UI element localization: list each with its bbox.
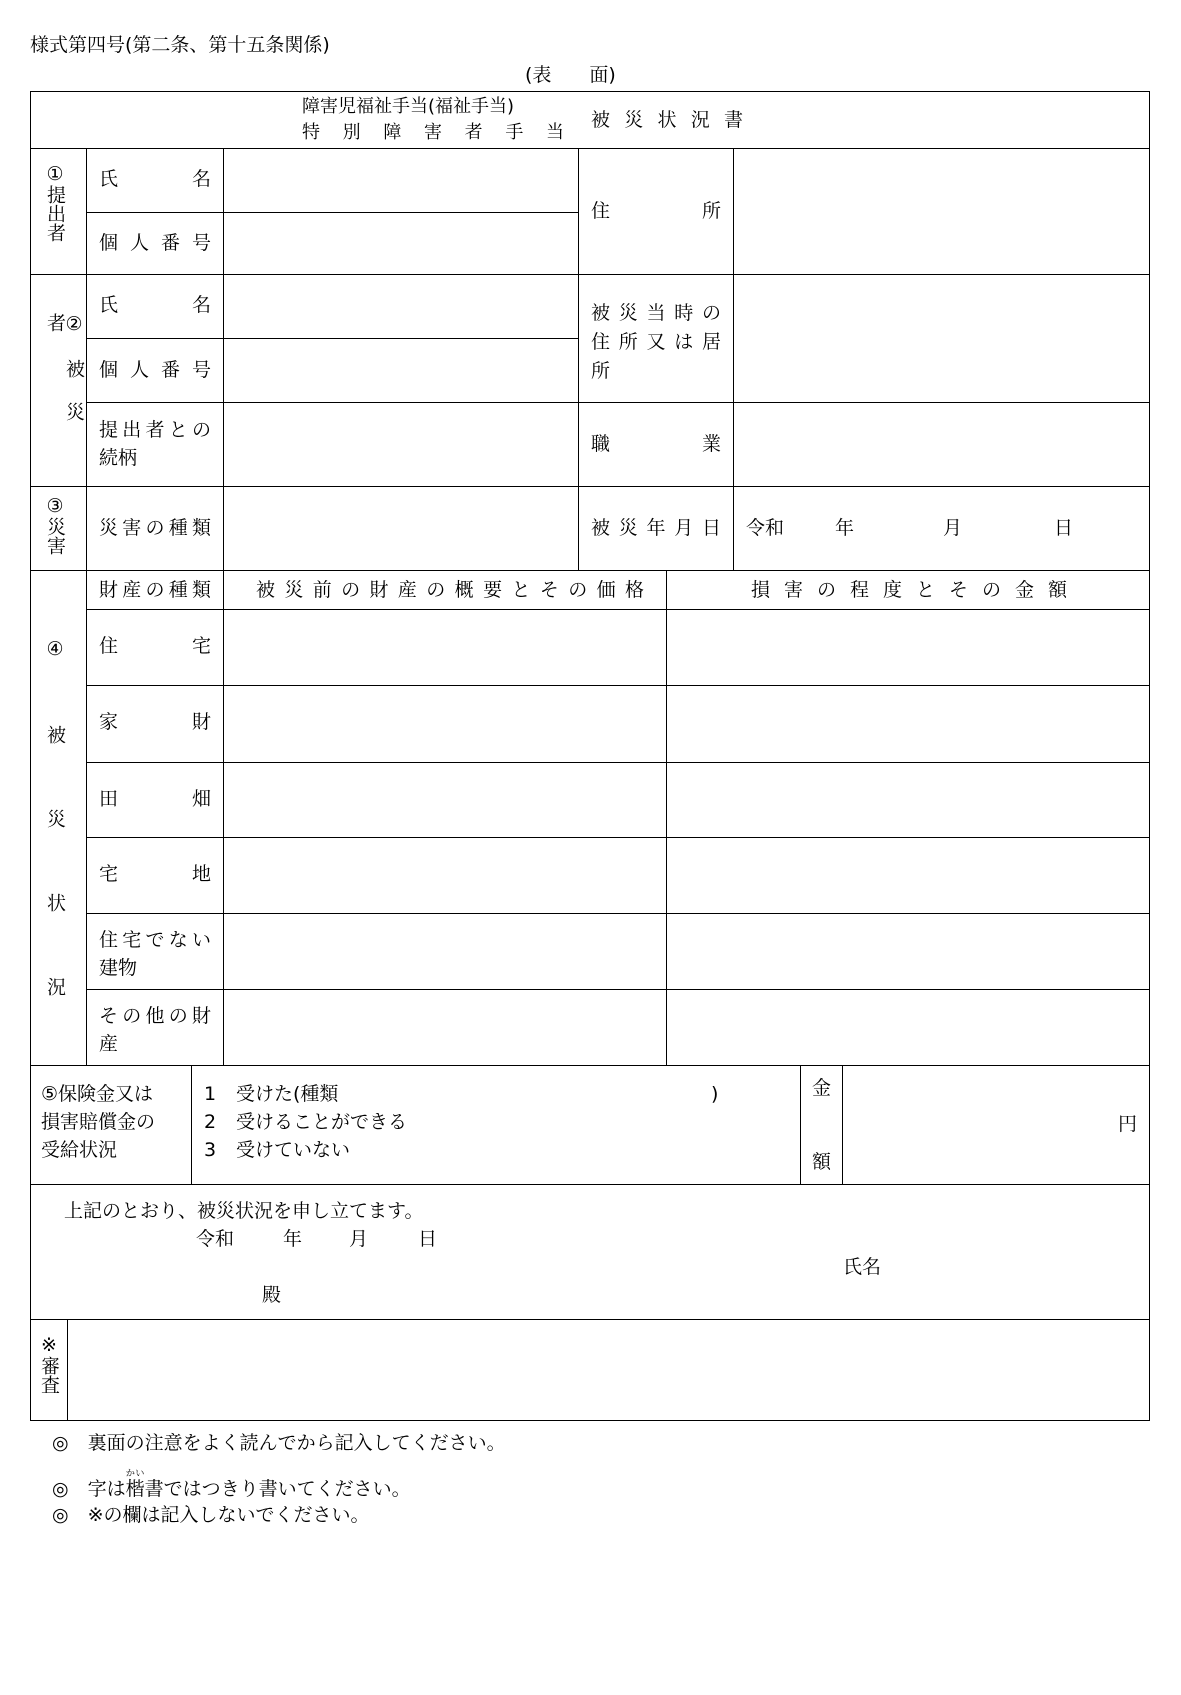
s4-label: ④被災状況	[44, 638, 66, 1061]
s1-label-cell	[30, 148, 87, 275]
s1-number-label: 個人番号	[99, 232, 211, 254]
s4-row-label-cell	[86, 762, 224, 838]
s5-label-1: ⑤保険金又は	[41, 1083, 154, 1105]
declaration-year: 年	[283, 1228, 303, 1250]
declaration-era: 令和	[196, 1228, 235, 1250]
s4-row-label-cell	[86, 913, 224, 990]
s1-number-input[interactable]	[223, 212, 579, 275]
s2-job-input[interactable]	[733, 402, 1150, 487]
s3-type-label: 災害の種類	[99, 517, 211, 539]
s5-label-2: 損害賠償金の	[41, 1111, 156, 1133]
note-3	[52, 1502, 370, 1529]
s2-label-cell	[30, 274, 87, 487]
review-label: ※審査	[38, 1334, 60, 1394]
declaration-text: 上記のとおり、被災状況を申し立てます。	[64, 1200, 424, 1222]
s2-name-label: 氏名	[99, 294, 211, 316]
s2-number-label: 個人番号	[99, 359, 211, 381]
title-main: 被災状況書	[591, 109, 743, 131]
declaration-day: 日	[418, 1228, 438, 1250]
s1-address-label-cell	[578, 148, 734, 275]
s2-residence-label-cell	[578, 274, 734, 403]
s4-row-label: 住宅	[99, 635, 211, 657]
s3-era: 令和	[746, 517, 785, 539]
s5-opt1-num: 1	[204, 1083, 217, 1105]
s5-options-cell	[191, 1065, 801, 1185]
s5-label-cell	[30, 1065, 192, 1185]
s4-before-input[interactable]	[223, 685, 667, 763]
s4-damage-input[interactable]	[666, 837, 1150, 914]
note-text: 裏面の注意をよく読んでから記入してください。	[87, 1432, 506, 1454]
s4-damage-input[interactable]	[666, 989, 1150, 1066]
s1-label: ①提出者	[44, 163, 66, 242]
s5-opt2-num: 2	[204, 1111, 217, 1133]
s4-before-input[interactable]	[223, 762, 667, 838]
s2-residence-label-1: 被災当時の	[591, 302, 721, 324]
s5-amount-label-1: 金	[812, 1077, 832, 1099]
ruby-text: かい	[125, 1469, 145, 1479]
s5-amount-input[interactable]	[842, 1065, 1150, 1185]
form-number: 様式第四号(第二条、第十五条関係)	[30, 34, 330, 56]
note-2	[52, 1469, 411, 1503]
declaration-cell	[30, 1184, 1150, 1320]
s4-row-label: 田畑	[99, 788, 211, 810]
s5-amount-label-2: 額	[812, 1151, 832, 1173]
declaration-addressee: 殿	[262, 1284, 282, 1306]
s4-before-input[interactable]	[223, 837, 667, 914]
s4-row-label-1: 住宅でない	[99, 929, 211, 951]
s5-option-not-received[interactable]: 受けていない	[236, 1139, 351, 1161]
s3-month: 月	[943, 517, 963, 539]
s4-before-input[interactable]	[223, 609, 667, 686]
s2-number-input[interactable]	[223, 338, 579, 403]
s2-label: ②被災者	[44, 313, 85, 445]
note-mark: ◎	[52, 1432, 69, 1454]
s3-type-input[interactable]	[223, 486, 579, 571]
s4-damage-input[interactable]	[666, 685, 1150, 763]
s4-col-type-label: 財産の種類	[99, 579, 211, 601]
s3-date-label-cell	[578, 486, 734, 571]
s2-relation-label-1: 提出者との	[99, 419, 211, 441]
s1-name-input[interactable]	[223, 148, 579, 213]
review-label-cell	[30, 1319, 68, 1421]
s2-residence-input[interactable]	[733, 274, 1150, 403]
s4-row-label-2: 建物	[99, 957, 138, 979]
s3-label: ③災害	[44, 495, 66, 555]
s2-job-label-cell	[578, 402, 734, 487]
s3-date-input[interactable]	[733, 486, 1150, 571]
s5-opt1-close: )	[711, 1083, 719, 1105]
s4-col-before	[223, 570, 667, 610]
s3-day: 日	[1054, 517, 1074, 539]
s4-damage-input[interactable]	[666, 913, 1150, 990]
s5-option-received[interactable]: 受けた(種類	[236, 1083, 339, 1105]
s3-date-label: 被災年月日	[591, 517, 721, 539]
s4-row-label-1: その他の財	[99, 1005, 211, 1027]
s5-option-can-receive[interactable]: 受けることができる	[236, 1111, 408, 1133]
s4-damage-input[interactable]	[666, 609, 1150, 686]
s4-row-label-2: 産	[99, 1033, 119, 1055]
s4-row-label: 宅地	[99, 863, 211, 885]
s2-residence-label-3: 所	[591, 360, 611, 382]
s1-number-label-cell	[86, 212, 224, 275]
s1-name-label-cell	[86, 148, 224, 213]
s4-before-input[interactable]	[223, 989, 667, 1066]
s3-type-label-cell	[86, 486, 224, 571]
title-line2: 特別障害者手当	[302, 122, 564, 143]
side-label: (表 面)	[525, 64, 616, 86]
note-text: ※の欄は記入しないでください。	[87, 1504, 370, 1526]
review-area	[67, 1319, 1150, 1421]
s1-address-label: 住所	[591, 200, 721, 222]
s2-relation-input[interactable]	[223, 402, 579, 487]
note-1	[52, 1430, 506, 1457]
s2-job-label: 職業	[591, 433, 721, 455]
note-text-pre: 字は	[87, 1478, 126, 1500]
s1-address-input[interactable]	[733, 148, 1150, 275]
s4-row-label-cell	[86, 609, 224, 686]
declaration-month: 月	[349, 1228, 369, 1250]
s3-label-cell	[30, 486, 87, 571]
ruby-kai	[125, 1469, 145, 1500]
note-mark: ◎	[52, 1504, 69, 1526]
s4-col-before-label: 被災前の財産の概要とその価格	[256, 579, 644, 601]
ruby-base: 楷	[125, 1478, 145, 1500]
declaration-name-label: 氏名	[843, 1256, 882, 1278]
s2-relation-label-cell	[86, 402, 224, 487]
s5-yen: 円	[1117, 1113, 1137, 1135]
s5-opt3-num: 3	[204, 1139, 217, 1161]
s4-col-damage	[666, 570, 1150, 610]
note-mark: ◎	[52, 1478, 69, 1500]
s4-col-type	[86, 570, 224, 610]
s2-name-input[interactable]	[223, 274, 579, 339]
title-row	[30, 91, 1150, 149]
s4-row-label-cell	[86, 685, 224, 763]
s2-relation-label-2: 続柄	[99, 447, 138, 469]
s2-residence-label-2: 住所又は居	[591, 331, 721, 353]
s4-before-input[interactable]	[223, 913, 667, 990]
s4-damage-input[interactable]	[666, 762, 1150, 838]
s2-number-label-cell	[86, 338, 224, 403]
s5-amount-label-cell	[800, 1065, 843, 1185]
s4-row-label-cell	[86, 837, 224, 914]
s4-row-label: 家財	[99, 711, 211, 733]
s4-row-label-cell	[86, 989, 224, 1066]
s1-name-label: 氏名	[99, 168, 211, 190]
s3-year: 年	[835, 517, 855, 539]
s5-label-3: 受給状況	[41, 1139, 118, 1161]
note-text-post: 書ではつきり書いてください。	[144, 1478, 411, 1500]
s4-label-cell	[30, 570, 87, 1066]
title-line1: 障害児福祉手当(福祉手当)	[302, 96, 515, 117]
s2-name-label-cell	[86, 274, 224, 339]
s4-col-damage-label: 損害の程度とその金額	[751, 579, 1067, 601]
